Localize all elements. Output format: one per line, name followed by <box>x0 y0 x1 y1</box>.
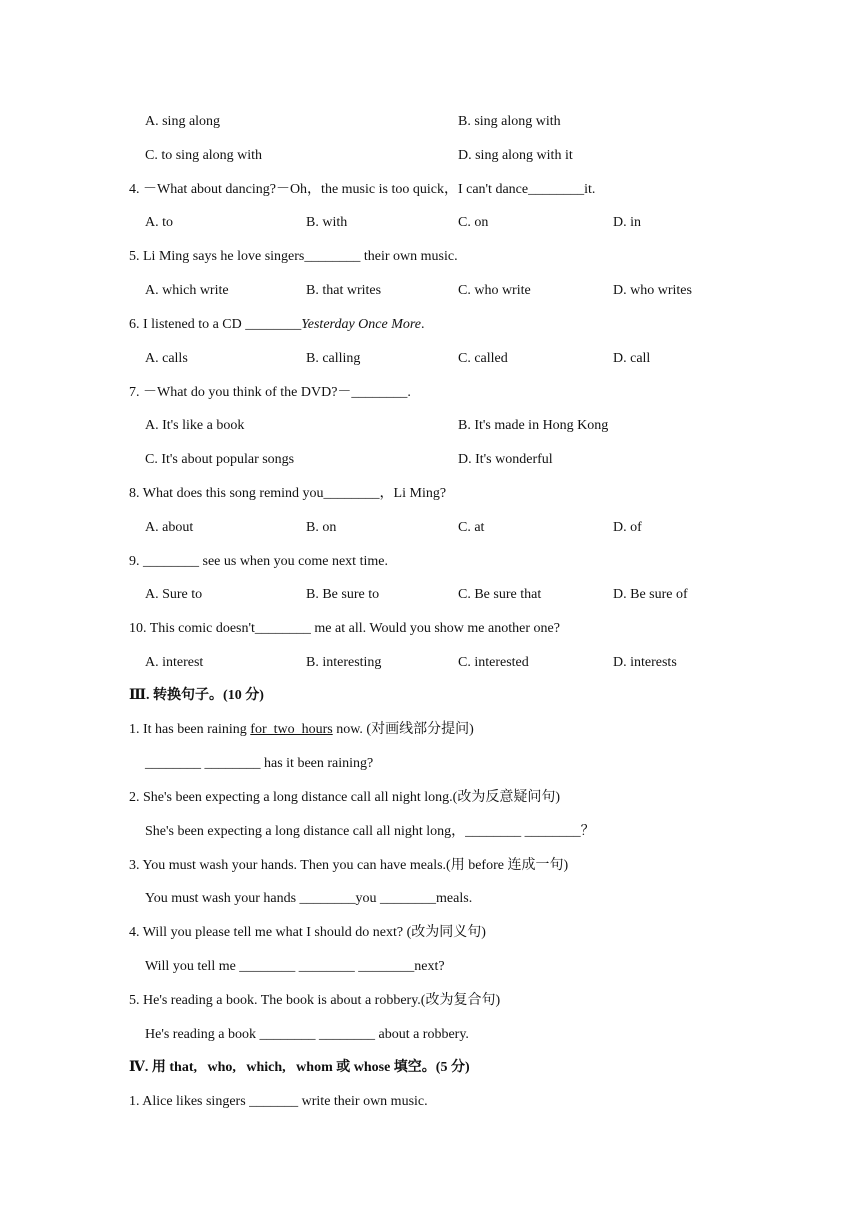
q6-option-d: D. call <box>613 351 651 366</box>
p3-item5-prompt: 5. He's reading a book. The book is about a robbery.(改为复合句) <box>129 993 501 1008</box>
section-heading-iii: Ⅲ. 转换句子。(10 分) <box>129 688 264 703</box>
q3-option-c: C. to sing along with <box>145 148 263 163</box>
q3-option-b: B. sing along with <box>458 114 561 129</box>
q9-option-b: B. Be sure to <box>306 587 380 602</box>
p3-item1-underlined: for two hours <box>250 722 333 737</box>
q4-option-d: D. in <box>613 215 641 230</box>
q3-option-a: A. sing along <box>145 114 221 129</box>
q8-stem: 8. What does this song remind you________，Li Ming? <box>129 486 447 501</box>
p4-q1: 1. Alice likes singers _______ write their own music. <box>129 1094 428 1109</box>
q5-option-a: A. which write <box>145 283 229 298</box>
q6-stem <box>129 316 425 334</box>
q4-option-b: B. with <box>306 215 348 230</box>
q10-stem: 10. This comic doesn't________ me at all. Would you show me another one? <box>129 621 560 636</box>
p3-item3-prompt: 3. You must wash your hands. Then you can have meals.(用 before 连成一句) <box>129 858 569 873</box>
q9-option-a: A. Sure to <box>145 587 203 602</box>
p3-item1-suffix: now. (对画线部分提问) <box>332 722 474 737</box>
q6-option-c: C. called <box>458 351 508 366</box>
section-heading-iv: Ⅳ. 用 that, who, which, whom 或 whose 填空。(5 分) <box>129 1060 470 1075</box>
q10-option-c: C. interested <box>458 655 529 670</box>
q9-option-c: C. Be sure that <box>458 587 542 602</box>
q10-option-a: A. interest <box>145 655 204 670</box>
q4-stem: 4. －What about dancing?－Oh，the music is too quick，I can't dance________it. <box>129 182 596 197</box>
q4-option-a: A. to <box>145 215 173 230</box>
q9-option-d: D. Be sure of <box>613 587 688 602</box>
q10-option-d: D. interests <box>613 655 677 670</box>
p3-item3-answer: You must wash your hands ________you ________meals. <box>145 891 473 906</box>
p3-item4-prompt: 4. Will you please tell me what I should do next? (改为同义句) <box>129 925 486 940</box>
q10-option-b: B. interesting <box>306 655 382 670</box>
p3-item1-prefix: 1. It has been raining <box>129 722 251 737</box>
q9-stem: 9. ________ see us when you come next time. <box>129 554 388 569</box>
q7-stem: 7. －What do you think of the DVD?－________. <box>129 385 411 400</box>
q7-option-b: B. It's made in Hong Kong <box>458 418 609 433</box>
q6-stem-title: Yesterday Once More <box>301 317 422 332</box>
q6-stem-prefix: 6. I listened to a CD ________ <box>129 317 302 332</box>
q7-option-d: D. It's wonderful <box>458 452 553 467</box>
q4-option-c: C. on <box>458 215 489 230</box>
q8-option-c: C. at <box>458 520 485 535</box>
q7-option-a: A. It's like a book <box>145 418 245 433</box>
q8-option-d: D. of <box>613 520 642 535</box>
q5-option-c: C. who write <box>458 283 531 298</box>
q8-option-a: A. about <box>145 520 194 535</box>
p3-item1-answer: ________ ________ has it been raining? <box>145 756 374 771</box>
p3-item4-answer: Will you tell me ________ ________ ________next? <box>145 959 445 974</box>
p3-item2-answer: She's been expecting a long distance call all night long，________ ________？ <box>145 824 595 839</box>
q5-option-b: B. that writes <box>306 283 382 298</box>
q5-option-d: D. who writes <box>613 283 692 298</box>
p3-item1-prompt <box>129 721 474 739</box>
p3-item5-answer: He's reading a book ________ ________ about a robbery. <box>145 1027 469 1042</box>
p3-item2-prompt: 2. She's been expecting a long distance call all night long.(改为反意疑问句) <box>129 790 560 805</box>
q8-option-b: B. on <box>306 520 337 535</box>
q6-option-a: A. calls <box>145 351 188 366</box>
q6-option-b: B. calling <box>306 351 361 366</box>
q6-stem-suffix: . <box>421 317 425 332</box>
q5-stem: 5. Li Ming says he love singers________ their own music. <box>129 249 458 264</box>
q3-option-d: D. sing along with it <box>458 148 573 163</box>
q7-option-c: C. It's about popular songs <box>145 452 295 467</box>
